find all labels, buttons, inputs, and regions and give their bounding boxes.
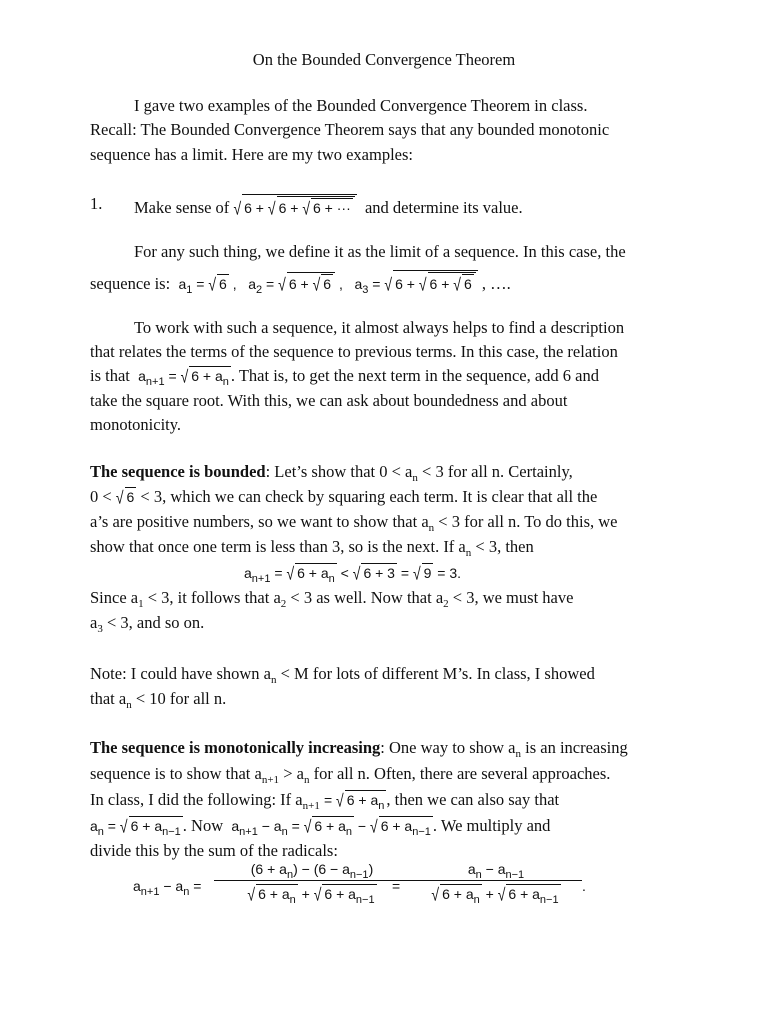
nested-radical: √ 6 + √ 6 + √ 6 + ··· — [233, 194, 356, 218]
definition-line-2: sequence is: $a_1$ = √ 6 , $a_2$ = √ 6 + √ 6 , $a_3$ = √ 6 + √ 6 + √ 6 , …. — [90, 270, 511, 294]
relation-line-3: is that $a_{n+1}$ = √ $6 + a_n$ . That is, to get the next term in the sequence, add 6 and — [90, 366, 599, 388]
note-line-1: Note: I could have shown $a_n < M$ for lots of different M’s. In class, I showed — [90, 664, 595, 686]
fraction-1: $(6 + a_n) - (6 - a_{n-1})$ √ $6 + a_n$ + √ $6 + a_{n-1}$ — [214, 861, 410, 902]
bounded-line-6: Since $a_1 < 3$, it follows that $a_2 < 3$ as well. Now that $a_2 < 3$, we must have — [90, 588, 574, 610]
mono-line-3: In class, I did the following: If $a_{n+1}$ = √ $6 + a_n$ , then we can also say that — [90, 790, 560, 812]
bounded-line-2: 0 < √ 6 < 3, which we can check by squaring each term. It is clear that all the — [90, 487, 598, 507]
bounded-inequality: $a_{n+1}$ = √ $6 + a_n$ < √ 6 + 3 = √ 9 = 3. — [244, 563, 462, 585]
bounded-line-4: show that once one term is less than 3, so is the next. If $a_n < 3$, then — [90, 537, 534, 559]
fraction-2: $a_n - a_{n-1}$ √ $6 + a_n$ + √ $6 + a_{n-1}$ — [410, 861, 582, 902]
period: . — [582, 878, 586, 894]
example-number: 1. — [90, 194, 103, 213]
intro-line-1: I gave two examples of the Bounded Convergence Theorem in class. — [134, 96, 588, 115]
determine-text: and determine its value. — [364, 198, 523, 217]
mono-heading: The sequence is monotonically increasing — [90, 738, 381, 757]
bounded-line-1: The sequence is bounded: Let’s show that $0 < a_n < 3$ for all n. Certainly, — [90, 462, 573, 484]
relation-line-4: take the square root. With this, we can ask about boundedness and about — [90, 391, 568, 410]
mono-line-1: The sequence is monotonically increasing: One way to show $a_n$ is an increasing — [90, 738, 628, 760]
relation-line-5: monotonicity. — [90, 415, 182, 434]
mono-line-5: divide this by the sum of the radicals: — [90, 841, 338, 860]
intro-line-3: sequence has a limit. Here are my two examples: — [90, 145, 414, 164]
make-sense-text: Make sense of — [134, 198, 230, 217]
bounded-heading: The sequence is bounded — [90, 462, 266, 481]
difference-lhs: $a_{n+1} - a_n$ = — [133, 878, 202, 898]
mono-line-4: $a_n$ = √ $6 + a_{n-1}$ . Now $a_{n+1} - a_n$ = √ $6 + a_n$ − √ $6 + a_{n-1}$ . We multiply and — [90, 816, 551, 838]
relation-line-2: that relates the terms of the sequence to previous terms. In this case, the relation — [90, 342, 618, 361]
note-line-2: that $a_n < 10$ for all n. — [90, 689, 227, 711]
bounded-line-7: $a_3 < 3$, and so on. — [90, 613, 205, 635]
relation-line-1: To work with such a sequence, it almost always helps to find a description — [134, 318, 625, 337]
mono-line-2: sequence is to show that $a_{n+1} > a_n$ for all n. Often, there are several approaches. — [90, 764, 611, 786]
page-title: On the Bounded Convergence Theorem — [252, 50, 516, 69]
intro-line-2: Recall: The Bounded Convergence Theorem says that any bounded monotonic — [90, 120, 610, 139]
bounded-line-3: a’s are positive numbers, so we want to show that $a_n < 3$ for all n. To do this, we — [90, 512, 618, 534]
definition-line-1: For any such thing, we define it as the limit of a sequence. In this case, the — [134, 242, 626, 261]
example-1-line — [134, 194, 523, 218]
equals-sign: = — [392, 878, 401, 894]
